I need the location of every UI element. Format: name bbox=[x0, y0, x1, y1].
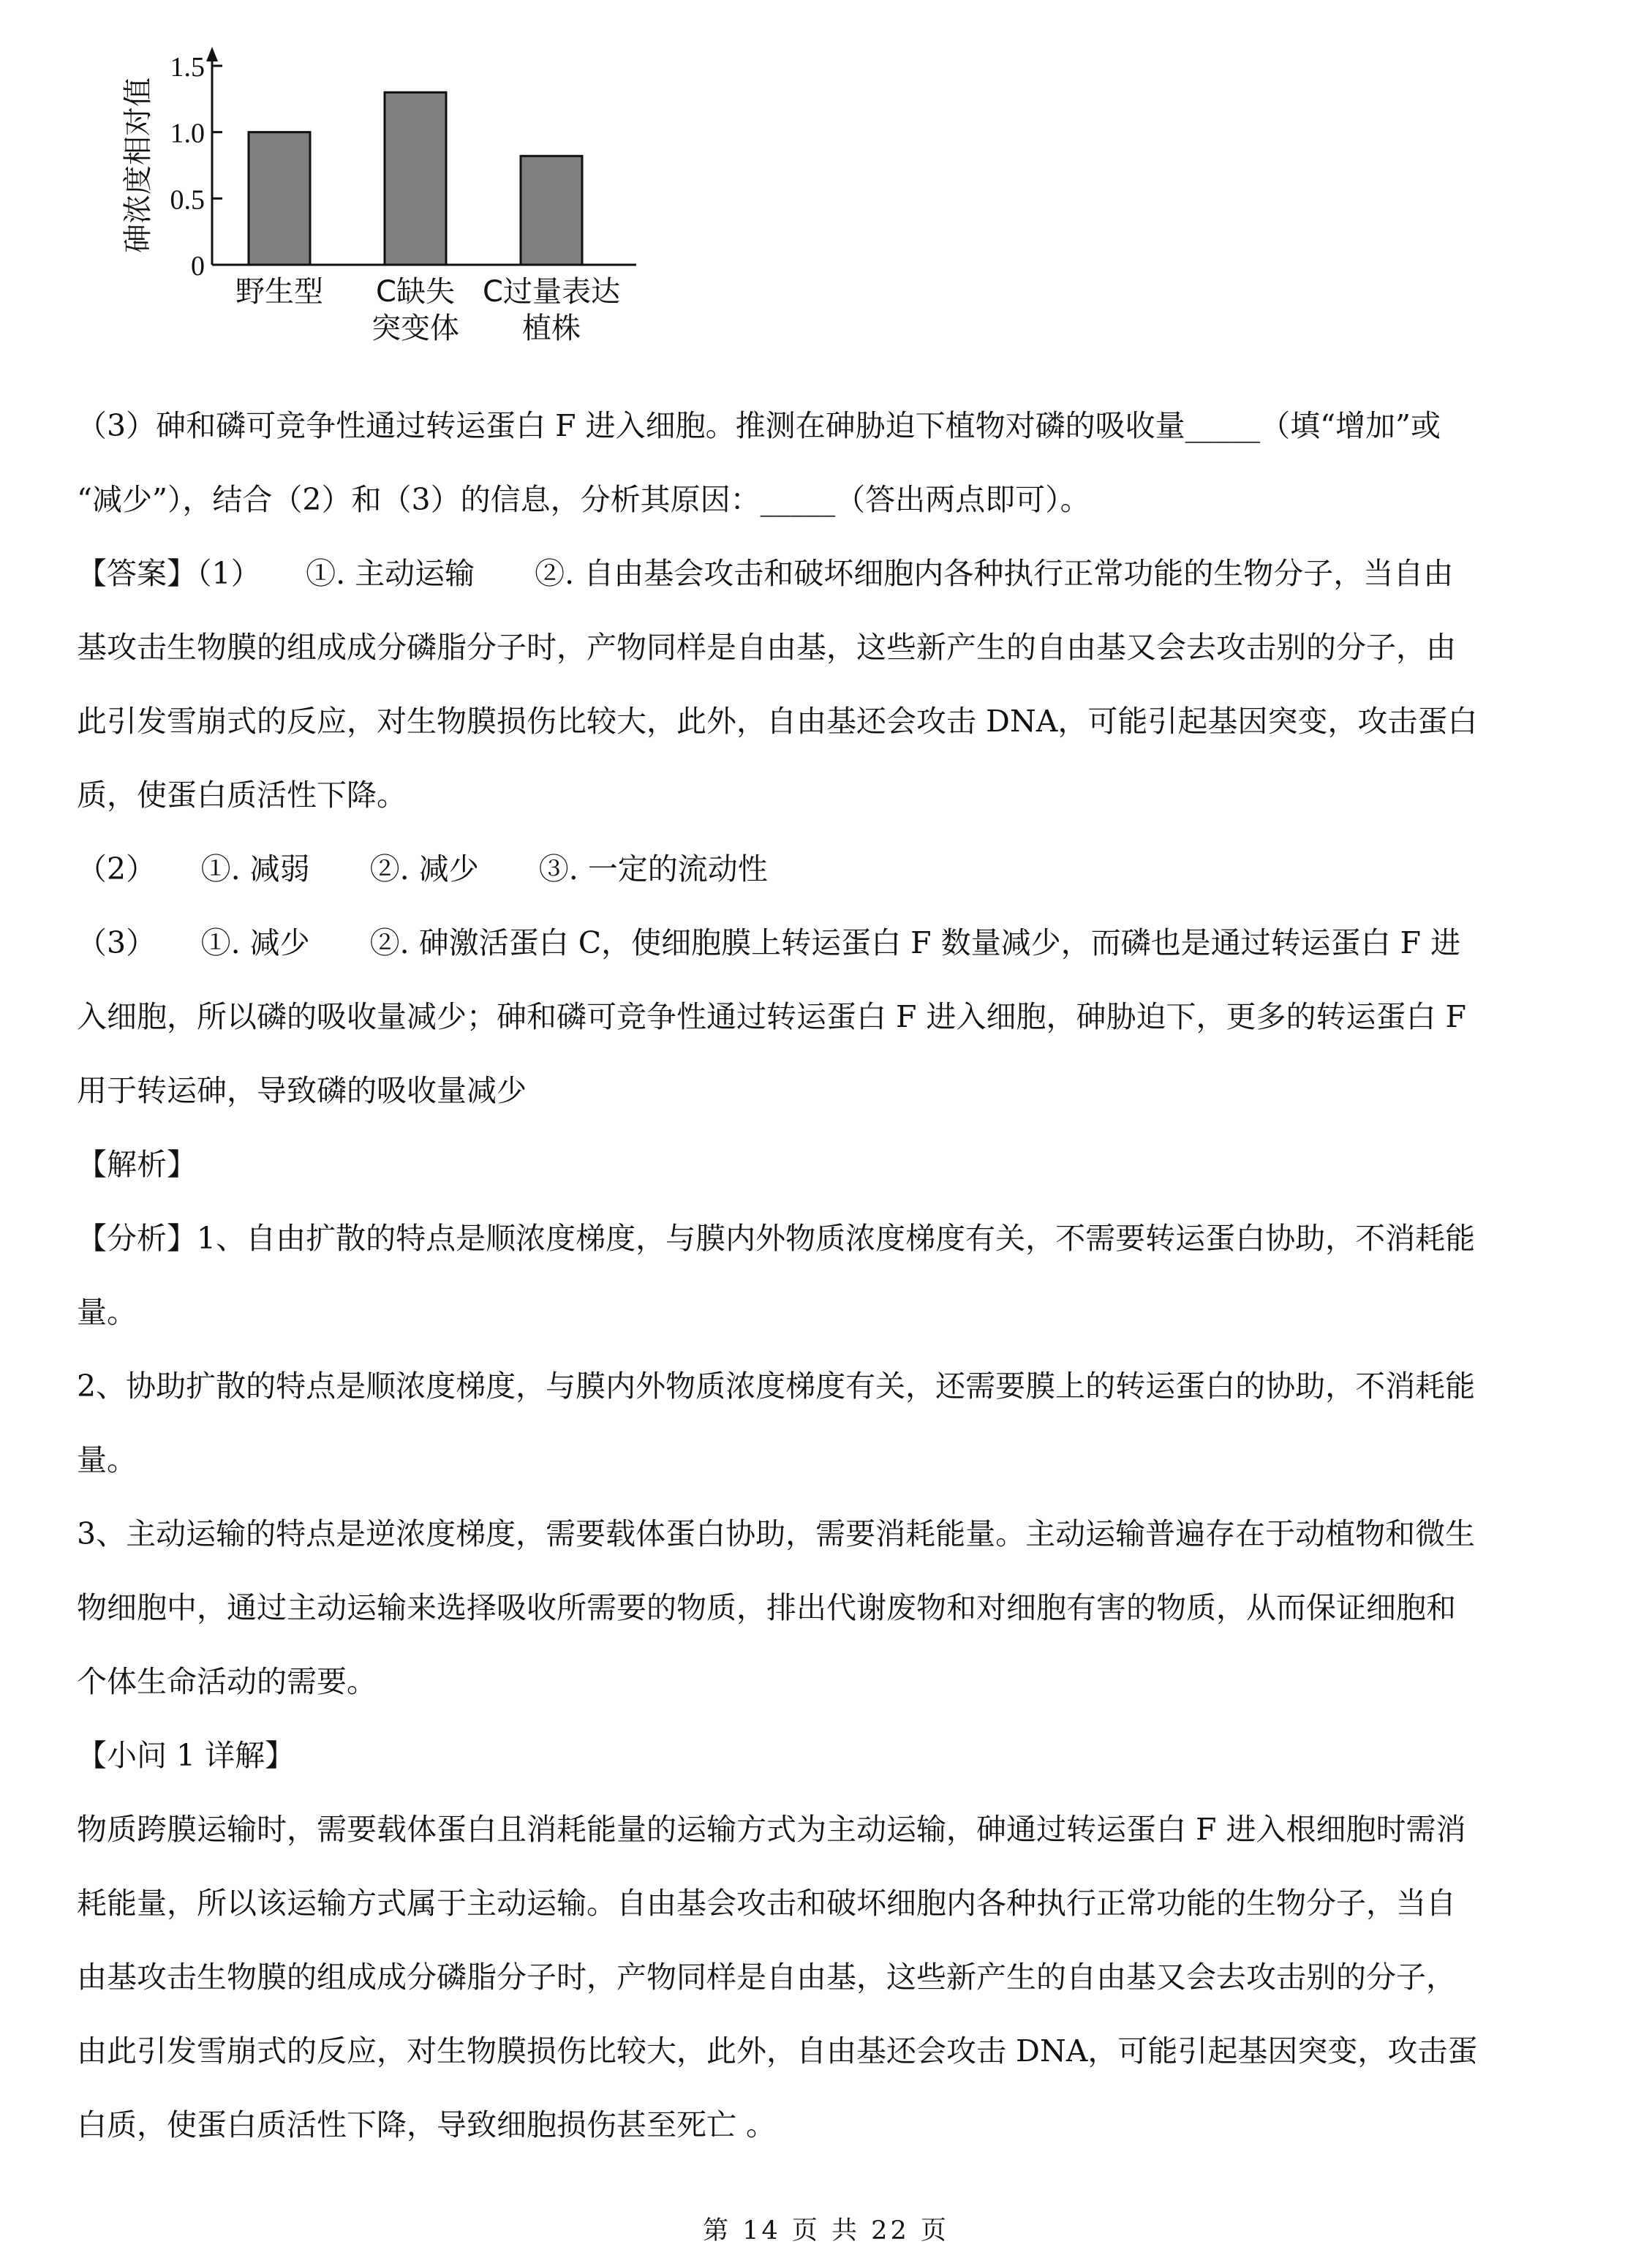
sub-question-1-heading: 【小问 1 详解】 bbox=[77, 1738, 295, 1773]
x-category-label: 野生型 bbox=[235, 275, 323, 309]
text-line: 质，使蛋白质活性下降。 bbox=[77, 778, 407, 813]
text-line: 量。 bbox=[77, 1295, 137, 1330]
answer-paragraph bbox=[77, 537, 1580, 1128]
chart-labels bbox=[235, 275, 620, 345]
x-category-label: C过量表达 bbox=[483, 275, 620, 309]
text-line: “减少”），结合（2）和（3）的信息，分析其原因：_____（答出两点即可）。 bbox=[77, 482, 1090, 517]
text-line: 由基攻击生物膜的组成成分磷脂分子时，产物同样是自由基，这些新产生的自由基又会去攻击别的分子， bbox=[77, 1960, 1456, 1995]
text-line: 物质跨膜运输时，需要载体蛋白且消耗能量的运输方式为主动运输，砷通过转运蛋白 F 进入根细胞时需消 bbox=[77, 1812, 1466, 1847]
analysis-paragraph bbox=[77, 1128, 1580, 2162]
text-line: 2、协助扩散的特点是顺浓度梯度，与膜内外物质浓度梯度有关，还需要膜上的转运蛋白的协助，不消耗能 bbox=[77, 1369, 1476, 1404]
text-line: 基攻击生物膜的组成成分磷脂分子时，产物同样是自由基，这些新产生的自由基又会去攻击别的分子，由 bbox=[77, 630, 1456, 665]
text-line: （2） ①. 减弱 ②. 减少 ③. 一定的流动性 bbox=[77, 851, 768, 887]
text-line: 白质，使蛋白质活性下降，导致细胞损伤甚至死亡 。 bbox=[77, 2107, 777, 2142]
text-line: 【答案】（1） ①. 主动运输 ②. 自由基会攻击和破坏细胞内各种执行正常功能的生物分子，当自由 bbox=[77, 556, 1454, 591]
bar-3 bbox=[521, 156, 582, 265]
analysis-heading: 【解析】 bbox=[77, 1147, 197, 1182]
y-tick-label: 0 bbox=[191, 251, 205, 282]
text-line: 入细胞，所以磷的吸收量减少；砷和磷可竞争性通过转运蛋白 F 进入细胞，砷胁迫下，更多的转运蛋白 F bbox=[77, 999, 1466, 1034]
y-axis-label: 砷浓度相对值 bbox=[121, 78, 155, 253]
x-category-label: 突变体 bbox=[371, 312, 459, 345]
text-line: 此引发雪崩式的反应，对生物膜损伤比较大，此外，自由基还会攻击 DNA，可能引起基因突变，攻击蛋白 bbox=[77, 704, 1478, 739]
bar-1 bbox=[249, 132, 310, 265]
text-line: 物细胞中，通过主动运输来选择吸收所需要的物质，排出代谢废物和对细胞有害的物质，从而保证细胞和 bbox=[77, 1590, 1456, 1625]
text-line: 个体生命活动的需要。 bbox=[77, 1664, 377, 1699]
bar-chart bbox=[110, 44, 665, 366]
text-line: 用于转运砷，导致磷的吸收量减少 bbox=[77, 1073, 527, 1108]
chart-bars bbox=[249, 92, 582, 265]
y-tick-label: 1.5 bbox=[170, 52, 205, 83]
text-line: 由此引发雪崩式的反应，对生物膜损伤比较大，此外，自由基还会攻击 DNA，可能引起基因突变，攻击蛋 bbox=[77, 2033, 1478, 2069]
text-line: 耗能量，所以该运输方式属于主动运输。自由基会攻击和破坏细胞内各种执行正常功能的生物分子，当自 bbox=[77, 1886, 1456, 1921]
text-line: 量。 bbox=[77, 1442, 137, 1478]
y-axis-arrow-icon bbox=[206, 47, 218, 61]
text-line: （3） ①. 减少 ②. 砷激活蛋白 C，使细胞膜上转运蛋白 F 数量减少，而磷也是通过转运蛋白 F 进 bbox=[77, 925, 1461, 960]
page-footer: 第 14 页 共 22 页 bbox=[703, 2216, 949, 2246]
text-line: （3）砷和磷可竞争性通过转运蛋白 F 进入细胞。推测在砷胁迫下植物对磷的吸收量_____（填“增加”或 bbox=[77, 408, 1441, 443]
question-3-paragraph bbox=[77, 389, 1580, 537]
text-line: 【分析】1、自由扩散的特点是顺浓度梯度，与膜内外物质浓度梯度有关，不需要转运蛋白协助，不消耗能 bbox=[77, 1221, 1476, 1256]
text-line: 3、主动运输的特点是逆浓度梯度，需要载体蛋白协助，需要消耗能量。主动运输普遍存在于动植物和微生 bbox=[77, 1516, 1476, 1551]
y-tick-label: 1.0 bbox=[170, 118, 205, 149]
x-category-label: 植株 bbox=[522, 312, 581, 345]
y-tick-label: 0.5 bbox=[170, 184, 205, 216]
bar-2 bbox=[385, 92, 446, 265]
x-category-label: C缺失 bbox=[376, 275, 455, 309]
